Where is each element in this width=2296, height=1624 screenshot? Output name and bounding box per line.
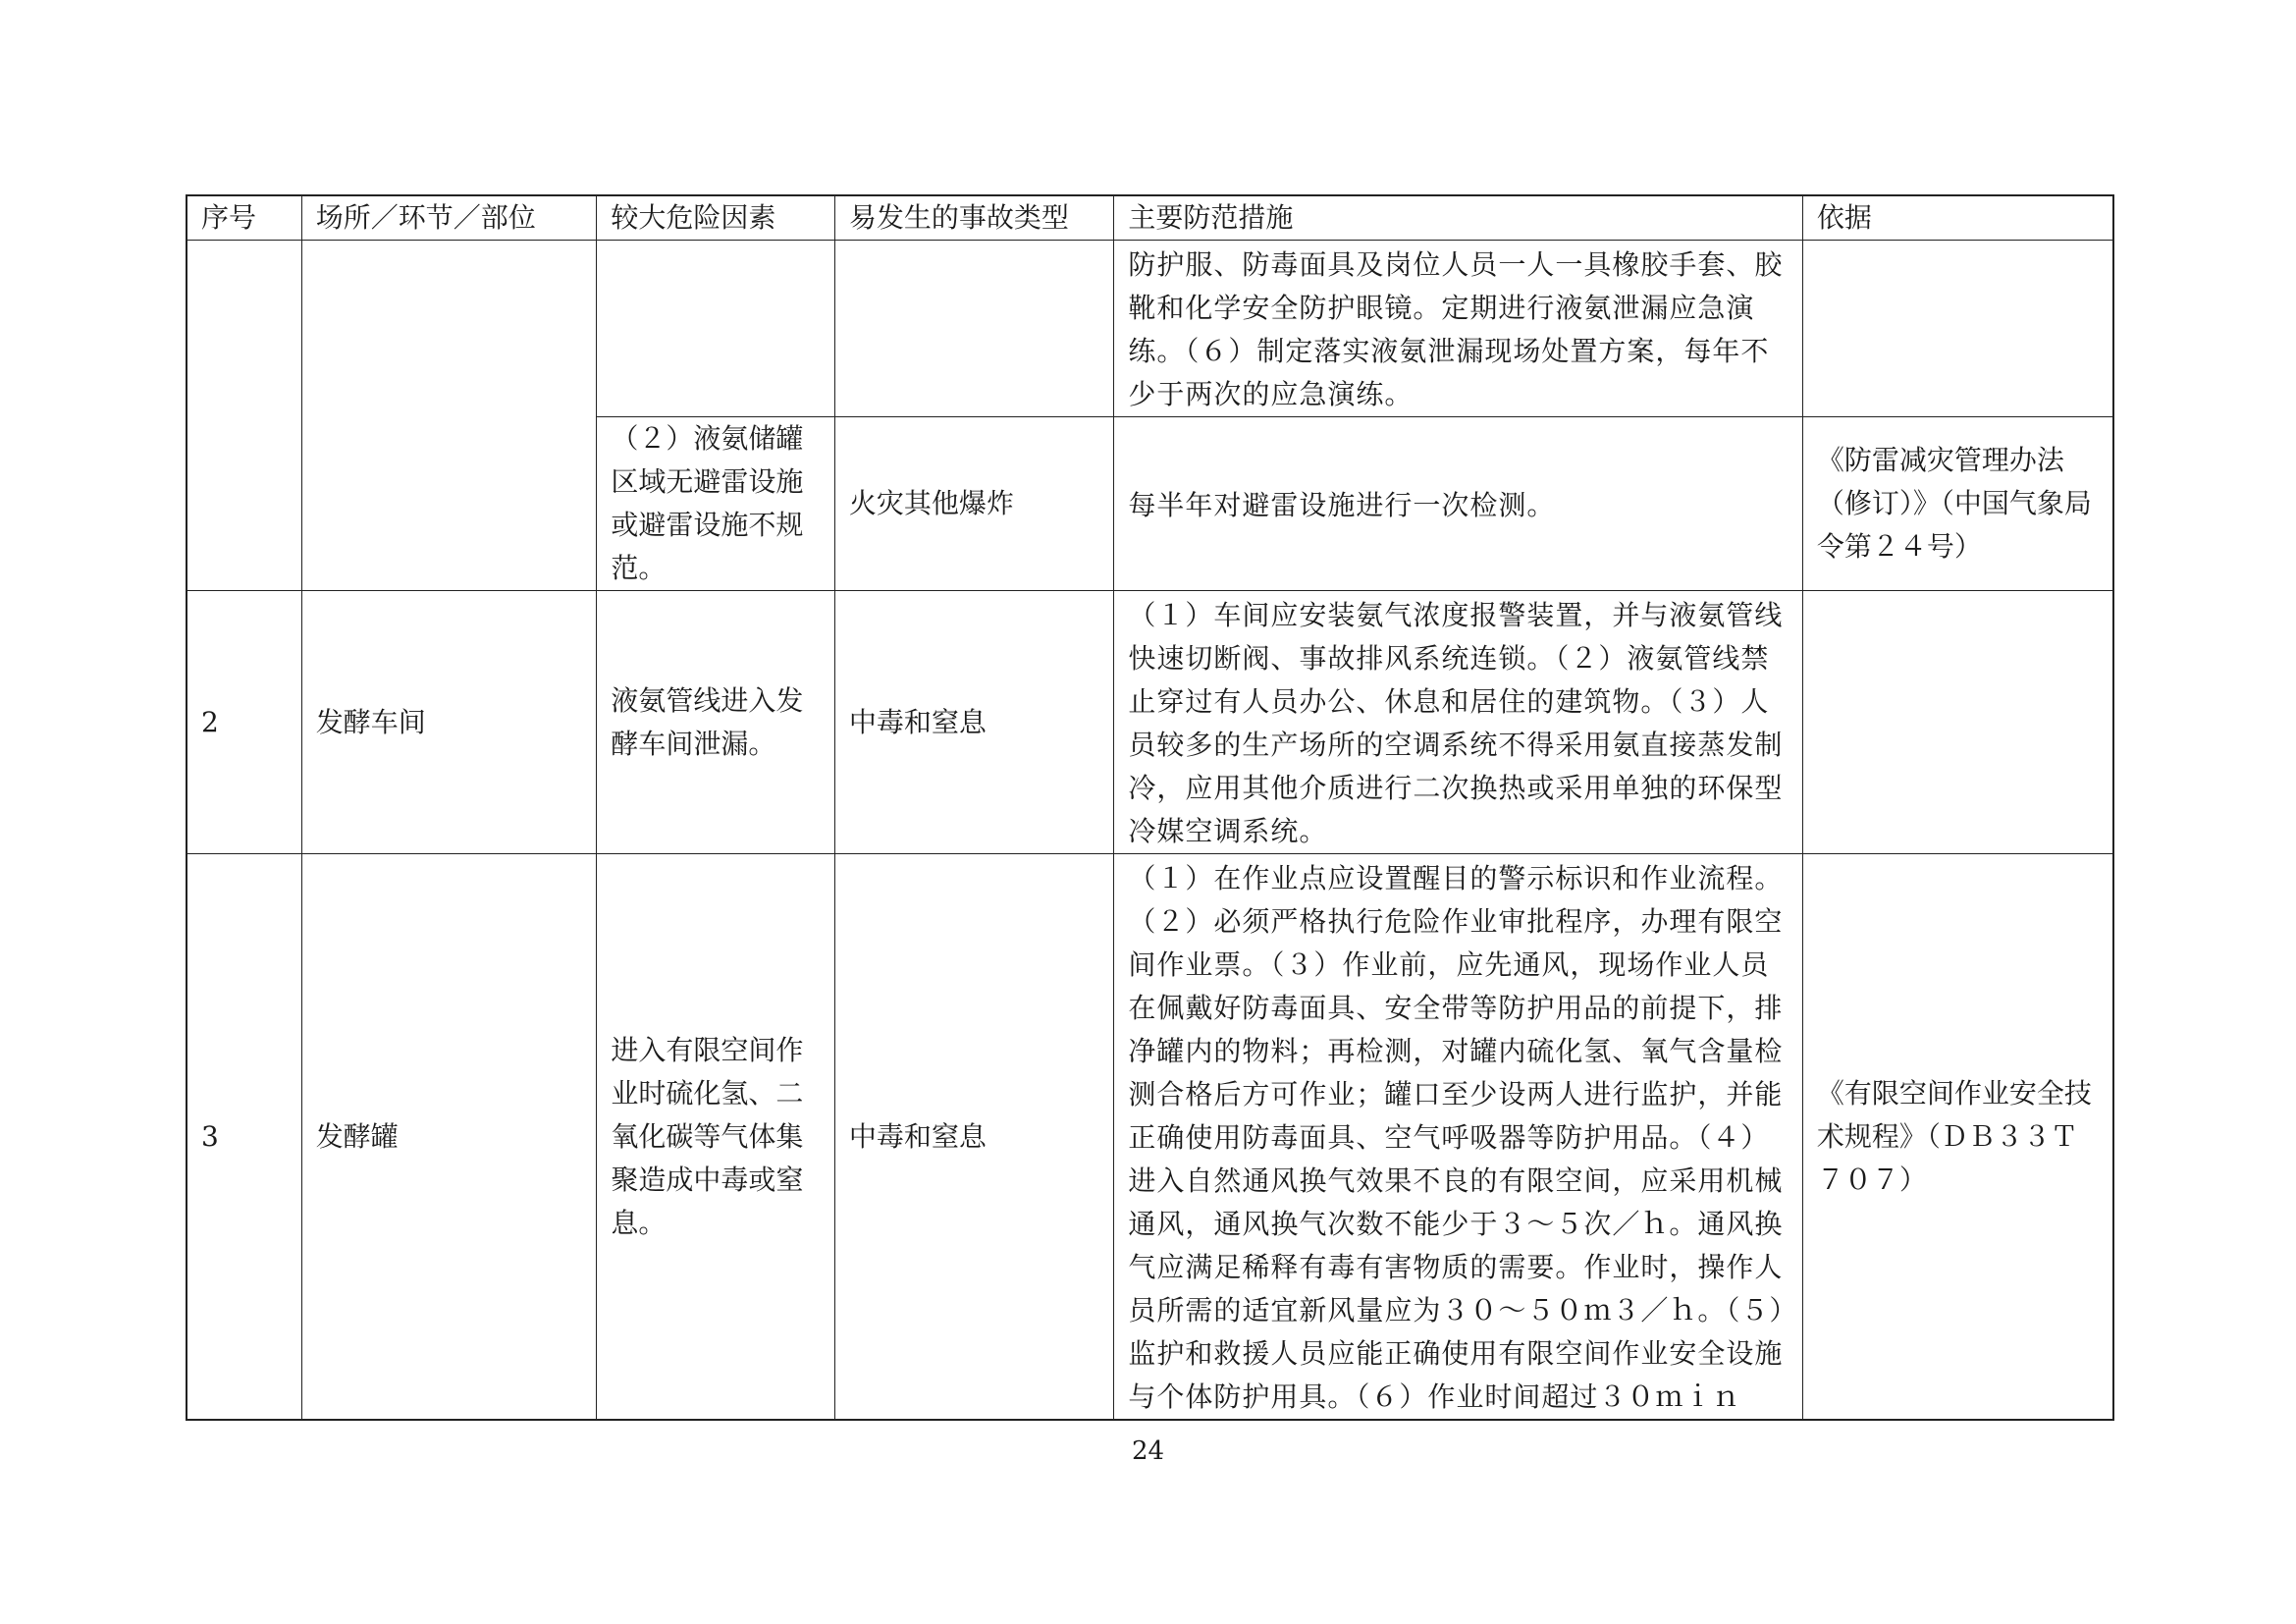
cell-risk: （２）液氨储罐区域无避雷设施或避雷设施不规范。 [597, 417, 834, 591]
cell-accident-type: 中毒和窒息 [834, 591, 1114, 854]
cell-risk: 液氨管线进入发酵车间泄漏。 [597, 591, 834, 854]
measures-text: 每半年对避雷设施进行一次检测。 [1128, 488, 1556, 521]
cell-basis: 《有限空间作业安全技术规程》（ＤＢ３３Ｔ７０７） [1802, 854, 2113, 1421]
measures-text: （１）在作业点应设置醒目的警示标识和作业流程。（２）必须严格执行危险作业审批程序，办理有限空间作业票。（３）作业前，应先通风，现场作业人员在佩戴好防毒面具、安全带等防护用品的前提下，排净罐内的物料；再检测，对罐内硫化氢、氧气含量检测合格后方可作业；罐口至少设两人进行监护，并能正确使用防毒面具、空气呼吸器等防护用品。（４）进入自然通风换气效果不良的有限空间，应采用机械通风，通风换气次数不能少于３～５次／ｈ。通风换气应满足稀释有毒有害物质的需要。作业时，操作人员所需的适宜新风量应为３０～５０ｍ３／ｈ。（５）监护和救援人员应能正确使用有限空间作业安全设施与个体防护用具。（６）作业时间超过３０ｍｉｎ [1128, 862, 1785, 1413]
cell-accident-type [834, 241, 1114, 417]
cell-measures [1114, 854, 1802, 1421]
cell-accident-type: 中毒和窒息 [834, 854, 1114, 1421]
cell-measures [1114, 417, 1802, 591]
cell-basis [1802, 591, 2113, 854]
table-row [187, 591, 2113, 854]
cell-seq [187, 241, 301, 591]
header-seq: 序号 [187, 195, 301, 241]
measures-text: 防护服、防毒面具及岗位人员一人一具橡胶手套、胶靴和化学安全防护眼镜。定期进行液氨泄漏应急演练。（６）制定落实液氨泄漏现场处置方案，每年不少于两次的应急演练。 [1128, 248, 1784, 410]
cell-measures [1114, 591, 1802, 854]
table-row [187, 854, 2113, 1421]
cell-risk: 进入有限空间作业时硫化氢、二氧化碳等气体集聚造成中毒或窒息。 [597, 854, 834, 1421]
header-basis: 依据 [1802, 195, 2113, 241]
cell-measures [1114, 241, 1802, 417]
cell-location [301, 241, 597, 591]
table-row [187, 241, 2113, 417]
hazard-table [186, 194, 2114, 1421]
header-measures: 主要防范措施 [1114, 195, 1802, 241]
cell-location: 发酵罐 [301, 854, 597, 1421]
cell-risk [597, 241, 834, 417]
header-row [187, 195, 2113, 241]
cell-location: 发酵车间 [301, 591, 597, 854]
cell-basis [1802, 241, 2113, 417]
cell-seq: 3 [187, 854, 301, 1421]
header-risk: 较大危险因素 [597, 195, 834, 241]
cell-accident-type: 火灾其他爆炸 [834, 417, 1114, 591]
header-location: 场所／环节／部位 [301, 195, 597, 241]
header-accident-type: 易发生的事故类型 [834, 195, 1114, 241]
page-number: 24 [1131, 1436, 1165, 1466]
cell-basis: 《防雷减灾管理办法（修订）》（中国气象局令第２４号） [1802, 417, 2113, 591]
cell-seq: 2 [187, 591, 301, 854]
measures-text: （１）车间应安装氨气浓度报警装置，并与液氨管线快速切断阀、事故排风系统连锁。（２）液氨管线禁止穿过有人员办公、休息和居住的建筑物。（３）人员较多的生产场所的空调系统不得采用氨直接蒸发制冷，应用其他介质进行二次换热或采用单独的环保型冷媒空调系统。 [1128, 599, 1784, 847]
